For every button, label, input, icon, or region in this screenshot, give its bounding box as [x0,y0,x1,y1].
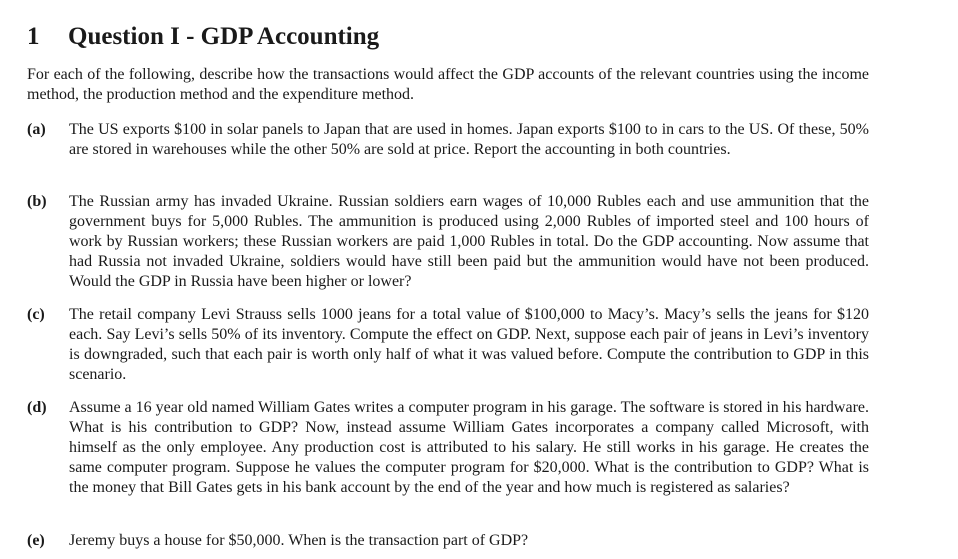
question-item-b [27,192,869,292]
question-item-a [27,120,869,160]
question-item-e [27,531,869,551]
section-heading [27,20,379,54]
question-label: (b) [27,193,47,210]
question-label: (d) [27,399,47,416]
question-item-d [27,398,869,498]
question-text: Assume a 16 year old named William Gates writes a computer program in his garage. The software is stored in his hardware. What is his contribution to GDP? Now, instead assume William Gates incorporates a company called Microsoft, with himself as the only employee. Any production cost is attributed to his salary. He still works in his garage. He creates the same computer program. Suppose he values the computer program for $20,000. What is the contribution to GDP? What is the money that Bill Gates gets in his bank account by the end of the year and how much is registered as salaries? [69,399,869,496]
question-label: (a) [27,121,46,138]
question-text: The retail company Levi Strauss sells 1000 jeans for a total value of $100,000 to Macy’s. Macy’s sells the jeans for $120 each. Say Levi’s sells 50% of its inventory. Compute the effect on GDP. Next, suppose each pair of jeans in Levi’s inventory is downgraded, such that each pair is worth only half of what it was valued before. Compute the contribution to GDP in this scenario. [69,306,869,383]
question-text: Jeremy buys a house for $50,000. When is the transaction part of GDP? [69,532,529,549]
intro-paragraph: For each of the following, describe how the transactions would affect the GDP accounts of the relevant countries using the income method, the production method and the expenditure method. [27,66,869,103]
question-text: The Russian army has invaded Ukraine. Russian soldiers earn wages of 10,000 Rubles each and use ammunition that the government buys for 5,000 Rubles. The ammunition is produced using 2,000 Rubles of imported steel and 100 hours of work by Russian workers; these Russian workers are paid 1,000 Rubles in total. Do the GDP accounting. Now assume that had Russia not invaded Ukraine, soldiers would have still been paid but the ammunition would have not been produced. Would the GDP in Russia have been higher or lower? [69,193,869,290]
question-item-c [27,305,869,385]
section-title: Question I - GDP Accounting [68,23,380,50]
question-label: (c) [27,306,45,323]
section-number: 1 [27,23,40,50]
question-label: (e) [27,532,45,549]
question-text: The US exports $100 in solar panels to Japan that are used in homes. Japan exports $100 to in cars to the US. Of these, 50% are stored in warehouses while the other 50% are sold at price. Report the accounting in both countries. [69,121,869,158]
